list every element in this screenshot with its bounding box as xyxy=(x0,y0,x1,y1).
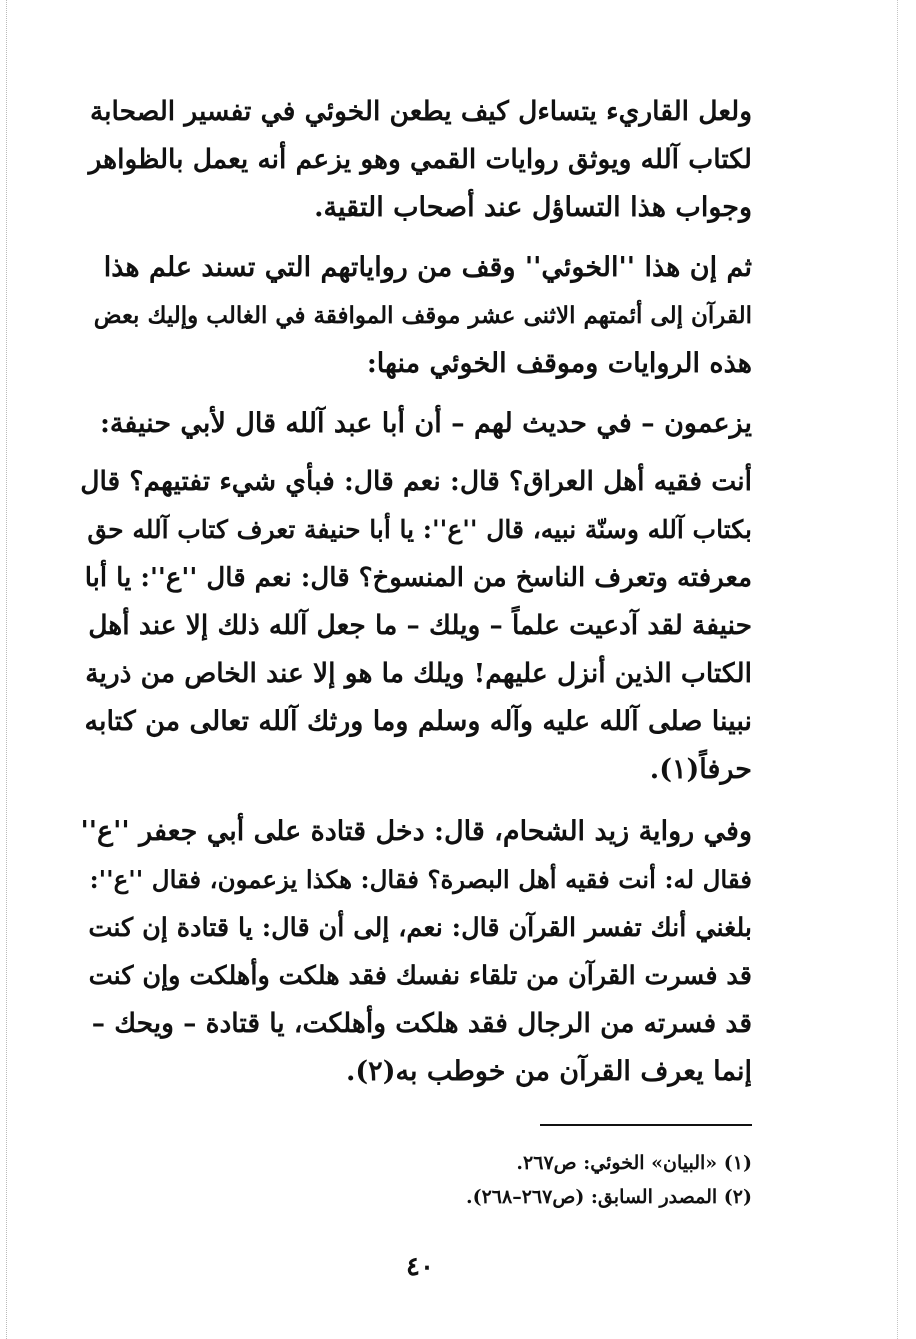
text-line: القرآن إلى أئمتهم الاثنى عشر موقف الموافقة في الغالب وإليك بعض xyxy=(93,302,752,329)
text-line: أنت فقيه أهل العراق؟ قال: نعم قال: فبأي شيء تفتيهم؟ قال xyxy=(80,466,752,497)
text-line: وجواب هذا التساؤل عند أصحاب التقية. xyxy=(314,192,752,223)
text-line: يزعمون – في حديث لهم – أن أبا عبد آلله قال لأبي حنيفة: xyxy=(99,408,752,439)
text-line: بكتاب آلله وسنّة نبيه، قال ''ع'': يا أبا حنيفة تعرف كتاب آلله حق xyxy=(87,515,752,544)
footnote-separator xyxy=(540,1124,752,1126)
text-line: نبينا صلى آلله عليه وآله وسلم وما ورثك آلله تعالى من كتابه xyxy=(84,706,752,737)
footnote-2: (٢) المصدر السابق: (ص٢٦٧–٢٦٨). xyxy=(465,1186,752,1208)
paragraph-1 xyxy=(80,88,752,232)
text-line: معرفته وتعرف الناسخ من المنسوخ؟ قال: نعم قال ''ع'': يا أبا xyxy=(84,563,752,593)
text-line: الكتاب الذين أنزل عليهم! ويلك ما هو إلا عند الخاص من ذرية xyxy=(85,658,752,689)
page-number: ٤٠ xyxy=(406,1252,434,1282)
paragraph-2 xyxy=(80,244,752,388)
text-line: هذه الروايات وموقف الخوئي منها: xyxy=(366,348,752,379)
scan-edge-right xyxy=(897,0,898,1339)
text-line: قد فسرت القرآن من تلقاء نفسك فقد هلكت وأهلكت وإن كنت xyxy=(88,961,752,991)
text-line: حنيفة لقد آدعيت علماً – ويلك – ما جعل آلله ذلك إلا عند أهل xyxy=(88,610,752,641)
text-line: ثم إن هذا ''الخوئي'' وقف من رواياتهم التي تسند علم هذا xyxy=(103,252,752,283)
footnotes xyxy=(300,1146,752,1214)
text-line: قد فسرته من الرجال فقد هلكت وأهلكت، يا قتادة – ويحك – xyxy=(91,1008,752,1039)
paragraph-4 xyxy=(80,458,752,794)
footnote-1: (١) «البيان» الخوئي: ص٢٦٧. xyxy=(516,1152,752,1174)
text-line: حرفاً(١). xyxy=(649,754,752,785)
text-line: إنما يعرف القرآن من خوطب به(٢). xyxy=(345,1056,752,1087)
text-line: لكتاب آلله ويوثق روايات القمي وهو يزعم أنه يعمل بالظواهر xyxy=(88,144,752,175)
paragraph-3 xyxy=(80,400,752,448)
text-line: وفي رواية زيد الشحام، قال: دخل قتادة على أبي جعفر ''ع'' xyxy=(80,816,752,847)
scan-edge-left xyxy=(6,0,7,1339)
paragraph-5 xyxy=(80,808,752,1096)
text-line: ولعل القاريء يتساءل كيف يطعن الخوئي في تفسير الصحابة xyxy=(89,96,752,127)
text-line: بلغني أنك تفسر القرآن قال: نعم، إلى أن قال: يا قتادة إن كنت xyxy=(88,913,752,943)
text-line: فقال له: أنت فقيه أهل البصرة؟ فقال: هكذا يزعمون، فقال ''ع'': xyxy=(89,865,752,894)
